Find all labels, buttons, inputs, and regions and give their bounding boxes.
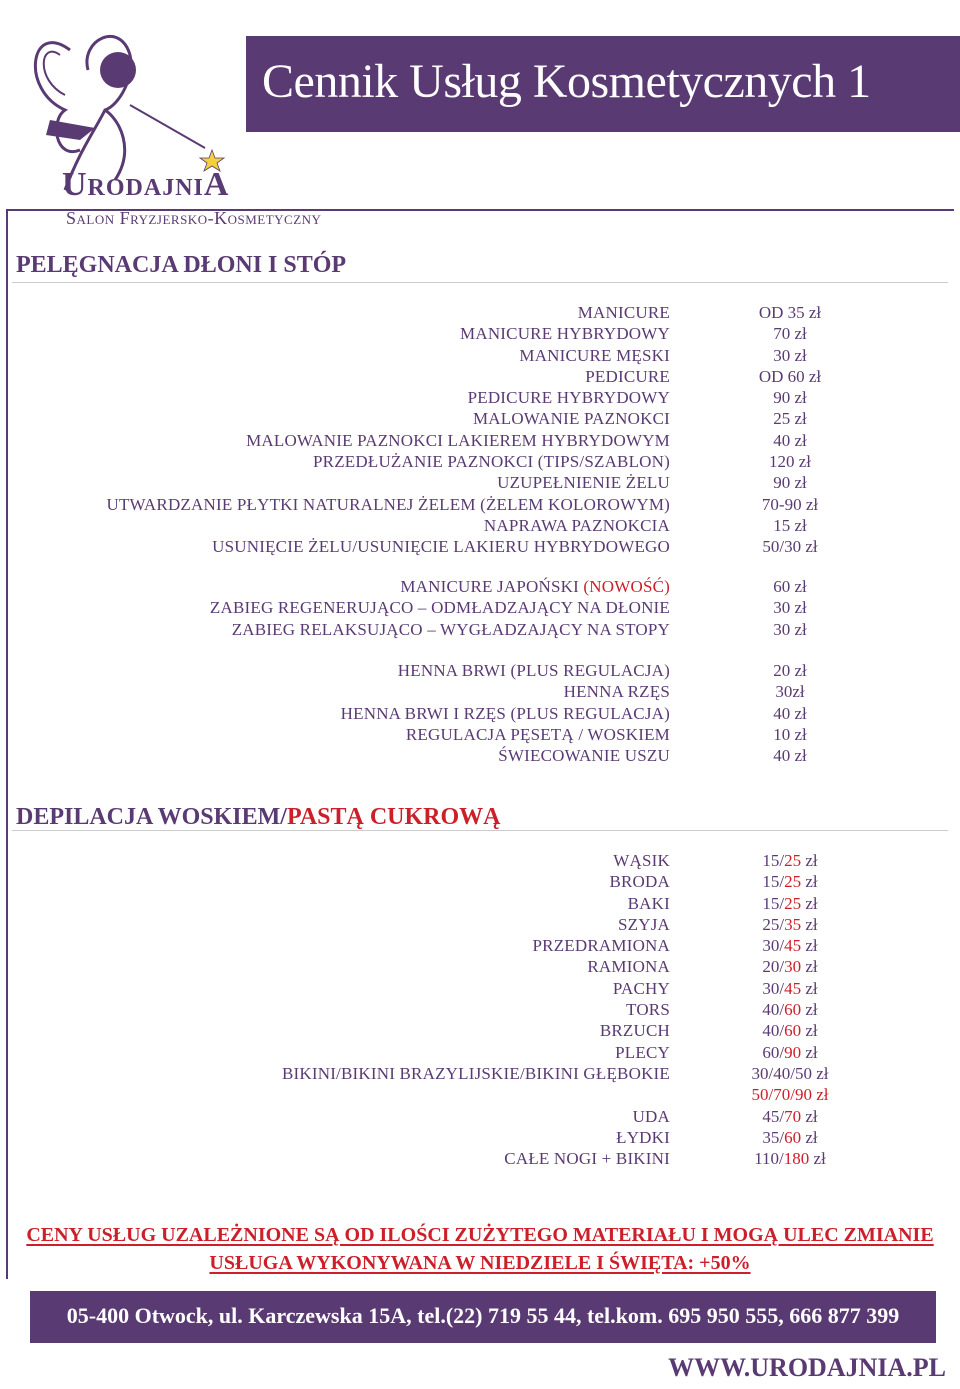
price-wax: 15/ <box>762 872 785 892</box>
service-name: REGULACJA PĘSETĄ / WOSKIEM <box>405 724 670 744</box>
service-name: PRZEDŁUŻANIE PAZNOKCI (TIPS/SZABLON) <box>313 452 670 472</box>
price-unit: zł <box>809 1149 826 1169</box>
service-price <box>720 1106 860 1127</box>
price-wax: 60/ <box>762 1042 785 1062</box>
service-name: MANICURE JAPOŃSKI <box>400 577 579 596</box>
price-wax: 40/ <box>762 1021 785 1041</box>
service-price <box>720 1148 860 1169</box>
price-wax: 35/ <box>762 1127 785 1147</box>
service-name: UDA <box>632 1106 670 1126</box>
price-wax: 110/ <box>754 1149 784 1169</box>
service-name: NAPRAWA PAZNOKCIA <box>483 515 670 535</box>
service-price <box>720 1127 860 1148</box>
price-paste: 30 <box>784 957 802 977</box>
price-disclaimer: CENY USŁUG UZALEŻNIONE SĄ OD ILOŚCI ZUŻYTEGO MATERIAŁU I MOGĄ ULEC ZMIANIE <box>26 1224 934 1246</box>
service-name: PRZEDRAMIONA <box>532 936 670 956</box>
section-heading-wax: DEPILACJA WOSKIEM/ <box>16 804 287 830</box>
hands-group2-names <box>210 576 670 640</box>
contact-banner <box>30 1291 936 1343</box>
hands-group1-names <box>107 302 671 558</box>
price-paste: 60 <box>784 1127 802 1147</box>
service-price: 30zł <box>775 682 805 702</box>
price-wax: 30/ <box>762 936 785 956</box>
service-price: 25 zł <box>773 409 807 429</box>
service-price: 30 zł <box>773 598 807 618</box>
service-price <box>720 935 860 956</box>
service-name: ŁYDKI <box>616 1127 670 1147</box>
brand-name: UrodajniA <box>62 166 230 203</box>
service-price <box>720 914 860 935</box>
price-unit: zł <box>801 978 818 998</box>
section-divider <box>12 830 948 831</box>
section-heading-waxing <box>16 804 501 831</box>
service-name: MALOWANIE PAZNOKCI <box>472 409 670 429</box>
service-name: USUNIĘCIE ŻELU/USUNIĘCIE LAKIERU HYBRYDOWEGO <box>212 537 670 557</box>
service-name: BIKINI/BIKINI BRAZYLIJSKIE/BIKINI GŁĘBOKIE <box>281 1063 670 1083</box>
hands-group3-prices <box>720 660 860 766</box>
service-name: HENNA BRWI I RZĘS (PLUS REGULACJA) <box>340 703 670 723</box>
brand-subtitle: Salon Fryzjersko-Kosmetyczny <box>66 208 322 228</box>
service-name: UZUPEŁNIENIE ŻELU <box>497 473 670 493</box>
price-unit: zł <box>801 851 818 870</box>
service-price-wax: 30/40/50 zł <box>751 1063 829 1083</box>
service-price: 40 zł <box>773 746 807 766</box>
service-name: BAKI <box>627 893 670 913</box>
price-paste: 25 <box>784 851 802 870</box>
service-price <box>720 1042 860 1063</box>
service-price: 40 zł <box>773 430 807 450</box>
price-unit: zł <box>801 1021 818 1041</box>
price-paste: 60 <box>784 1000 802 1020</box>
service-price: 70 zł <box>773 324 807 344</box>
service-price: 30 zł <box>773 619 807 639</box>
service-price <box>720 893 860 914</box>
contact-address: 05-400 Otwock, ul. Karczewska 15A, tel.(22) 719 55 44, tel.kom. 695 950 555, 666 877 399 <box>66 1303 900 1328</box>
service-name: MANICURE HYBRYDOWY <box>460 324 670 344</box>
price-unit: zł <box>801 1127 818 1147</box>
service-price <box>720 956 860 977</box>
service-price: 50/30 zł <box>762 537 818 557</box>
spacer-row <box>282 1084 670 1105</box>
service-name: PLECY <box>615 1042 670 1062</box>
service-price <box>720 978 860 999</box>
price-unit: zł <box>801 893 818 913</box>
price-unit: zł <box>801 1042 818 1062</box>
service-name: CAŁE NOGI + BIKINI <box>504 1149 670 1169</box>
service-price-paste: 50/70/90 zł <box>751 1085 829 1105</box>
price-paste: 70 <box>784 1106 802 1126</box>
title-banner <box>246 36 960 132</box>
price-wax: 15/ <box>762 893 785 913</box>
price-unit: zł <box>801 872 818 892</box>
service-price: 10 zł <box>773 724 807 744</box>
service-name: HENNA RZĘS <box>563 682 670 702</box>
price-paste: 60 <box>784 1021 802 1041</box>
section-heading-paste: PASTĄ CUKROWĄ <box>286 804 501 830</box>
service-price: 20 zł <box>773 661 807 680</box>
price-paste: 35 <box>784 914 802 934</box>
website-link[interactable]: WWW.URODAJNIA.PL <box>668 1353 946 1382</box>
service-price: 70-90 zł <box>761 494 819 514</box>
service-name: MALOWANIE PAZNOKCI LAKIEREM HYBRYDOWYM <box>246 430 670 450</box>
service-price: 30 zł <box>773 345 807 365</box>
service-price: OD 35 zł <box>758 303 822 322</box>
holiday-surcharge-note: USŁUGA WYKONYWANA W NIEDZIELE I ŚWIĘTA: +50% <box>209 1252 751 1274</box>
service-price: 40 zł <box>773 703 807 723</box>
price-paste: 180 <box>783 1149 810 1169</box>
service-name: MANICURE MĘSKI <box>519 345 670 365</box>
service-name: ŚWIECOWANIE USZU <box>498 746 670 766</box>
service-name: UTWARDZANIE PŁYTKI NATURALNEJ ŻELEM (ŻELEM KOLOROWYM) <box>106 494 670 514</box>
service-name: BRODA <box>609 872 670 892</box>
service-name: PEDICURE <box>585 366 670 386</box>
service-name: PEDICURE HYBRYDOWY <box>467 388 670 408</box>
service-price <box>720 850 860 871</box>
price-unit: zł <box>801 1106 818 1126</box>
service-name: WĄSIK <box>613 851 670 870</box>
price-paste: 45 <box>784 936 802 956</box>
frame-border-top <box>6 209 954 211</box>
new-badge: (NOWOŚĆ) <box>583 577 670 596</box>
hands-group2-prices <box>720 576 860 640</box>
price-paste: 25 <box>784 893 802 913</box>
service-price: 90 zł <box>773 388 807 408</box>
service-price <box>720 999 860 1020</box>
page-title: Cennik Usług Kosmetycznych 1 <box>262 55 871 108</box>
price-wax: 30/ <box>762 978 785 998</box>
price-wax: 20/ <box>762 957 785 977</box>
service-name: SZYJA <box>617 914 670 934</box>
service-name: MANICURE <box>577 303 670 322</box>
price-wax: 15/ <box>762 851 785 870</box>
service-price: OD 60 zł <box>758 366 822 386</box>
service-name: BRZUCH <box>599 1021 670 1041</box>
service-name-row <box>210 576 670 597</box>
price-paste: 25 <box>784 872 802 892</box>
service-price: 120 zł <box>768 452 812 472</box>
wax-group1-names <box>282 850 670 1169</box>
price-wax: 45/ <box>762 1106 785 1126</box>
section-heading-hands-feet: PELĘGNACJA DŁONI I STÓP <box>16 252 347 278</box>
wax-prices <box>720 850 860 1169</box>
service-price <box>720 871 860 892</box>
service-price: 60 zł <box>773 577 807 596</box>
service-price: 15 zł <box>773 515 807 535</box>
hands-group1-prices <box>720 302 860 558</box>
price-unit: zł <box>801 1000 818 1020</box>
service-name: ZABIEG REGENERUJĄCO – ODMŁADZAJĄCY NA DŁONIE <box>209 598 670 618</box>
price-paste: 45 <box>784 978 802 998</box>
price-unit: zł <box>801 914 818 934</box>
service-name: ZABIEG RELAKSUJĄCO – WYGŁADZAJĄCY NA STOPY <box>231 619 670 639</box>
section-divider <box>12 282 948 283</box>
service-price <box>720 1020 860 1041</box>
hands-group3-names <box>341 660 670 766</box>
price-unit: zł <box>801 936 818 956</box>
price-wax: 25/ <box>762 914 785 934</box>
service-name: TORS <box>626 1000 670 1020</box>
service-name: PACHY <box>612 978 670 998</box>
service-name: HENNA BRWI (PLUS REGULACJA) <box>397 661 670 680</box>
service-name: RAMIONA <box>587 957 670 977</box>
service-price: 90 zł <box>773 473 807 493</box>
frame-border-left <box>6 209 8 1279</box>
price-paste: 90 <box>784 1042 802 1062</box>
price-wax: 40/ <box>762 1000 785 1020</box>
price-unit: zł <box>801 957 818 977</box>
